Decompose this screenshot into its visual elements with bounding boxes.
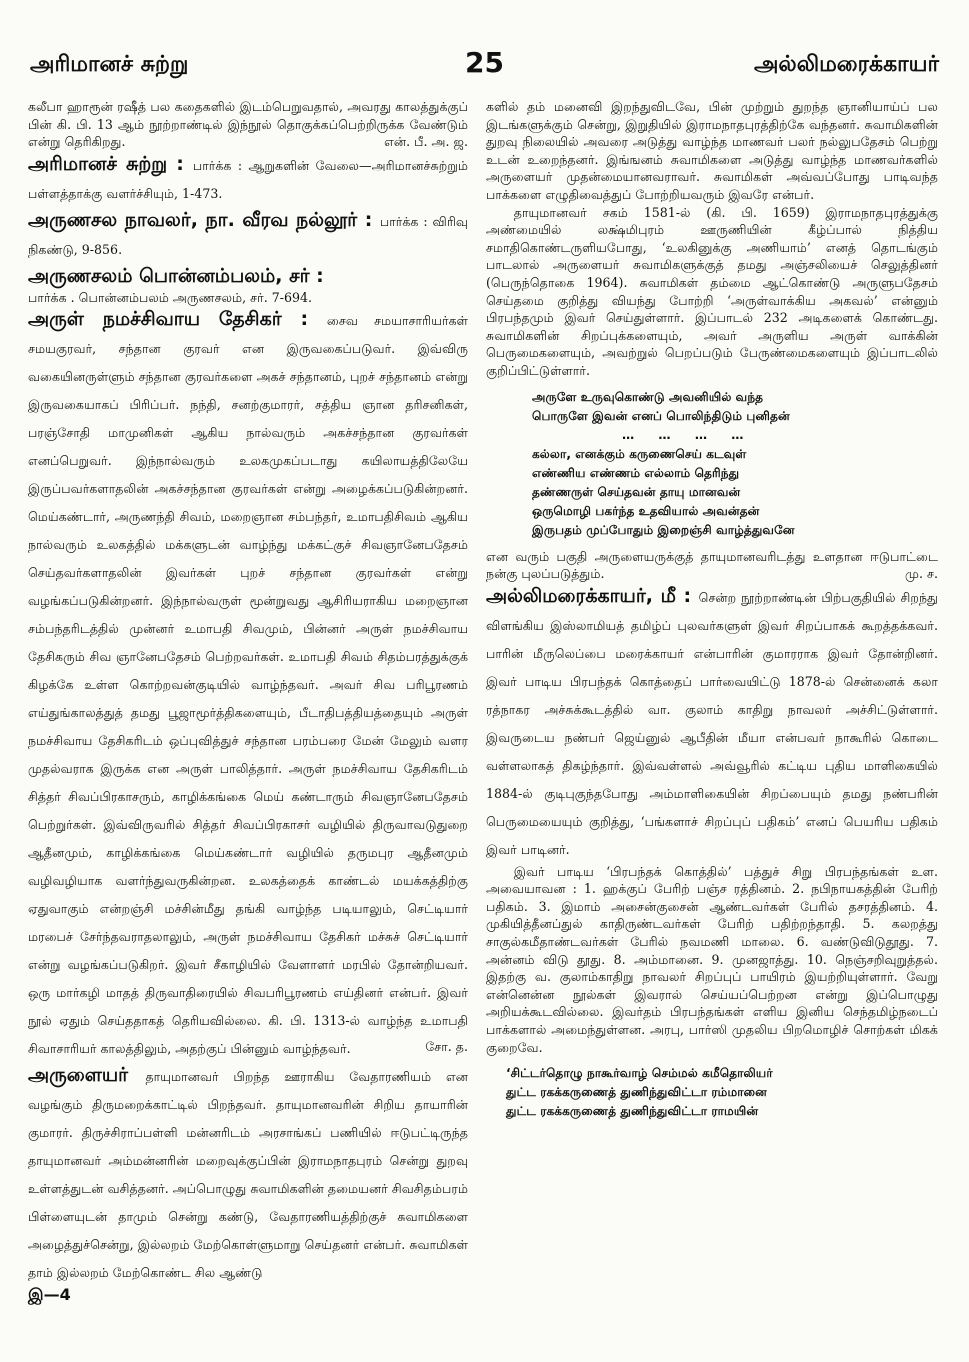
- running-head-left: அரிமானச் சுற்று: [30, 52, 189, 77]
- page-header: [30, 46, 939, 92]
- verse-line: பொருளே இவன் எனப் பொலிந்திடும் புனிதன்: [532, 408, 790, 423]
- author-initials: சோ. த.: [425, 1039, 468, 1055]
- entry-heading: [28, 1062, 468, 1286]
- verse-line: எண்ணிய எண்ணம் எல்லாம் தெரிந்து: [532, 465, 740, 480]
- signature-mark: இ—4: [28, 1285, 71, 1305]
- entry-heading: [486, 583, 938, 863]
- verse-quote: [532, 388, 938, 540]
- verse-line: அருளே உருவுகொண்டு அவனியில் வந்த: [532, 389, 764, 404]
- paragraph: [28, 98, 468, 151]
- entry-title: அல்லிமரைக்காயர், மீ :: [486, 584, 692, 607]
- author-initials: என். பீ. அ. ஜ.: [384, 134, 468, 150]
- entry-title: அருணசலம் பொன்னம்பலம், சர் :: [28, 264, 324, 287]
- verse-line: ஒருமொழி பகர்ந்த உதவியால் அவன்தன்: [532, 503, 760, 518]
- verse-line: தண்ணருள் செய்தவன் தாயு மானவன்: [532, 484, 741, 499]
- entry-reference: பார்க்க . பொன்னம்பலம் அருணசலம், சர். 7-694.: [28, 289, 313, 305]
- verse-line: துட்ட ரகக்கருணைத் துணிந்துவிட்டா ராமயின்: [506, 1104, 759, 1119]
- right-column: [486, 98, 938, 1129]
- entry-heading: [28, 263, 468, 289]
- ellipsis-line: … … … …: [622, 427, 754, 442]
- verse-line: இருபதம் முப்போதும் இறைஞ்சி வாழ்த்துவனே: [532, 522, 795, 537]
- entry-heading: [28, 207, 468, 263]
- entry-body: சைவ சமயாசாரியர்கள் சமயகுரவர், சந்தான குரவர் என இருவகைப்படுவர். இவ்விரு வகையினருள்ளும் சந்தான குரவர்களை அகச் சந்தானம், புறச் சந்தானம் என்று இருவகையாகப் பிரிப்பர். நந்தி, சனற்குமாரர், சத்திய ஞான தரிசனிகள், பரஞ்சோதி மாமுனிகள் ஆகிய நால்வரும் அகச்சந்தான குரவர்கள் எனப்பெறுவர். இந்நால்வரும் உலகமுகப்படாது கயிலாயத்திலேயே இருப்பவர்களாதலின் அகச்சந்தான குரவர்கள் என்று அழைக்கப்படுகின்றனர். மெய்கண்டார், அருணந்தி சிவம், மறைஞான சம்பந்தர், உமாபதிசிவம் ஆகிய நால்வரும் உலகத்தில் மக்களுடன் வாழ்ந்து மக்கட்குச் சிவஞானேபதேசம் செய்தவர்களாதலின் இவர்கள் புறச் சந்தான குரவர்கள் என்று வழங்கப்படுகின்றனர். இந்நால்வருள் மூன்றுவது ஆசிரியராகிய மறைஞான சம்பந்தரிடத்தில் முன்னர் உமாபதி சிவமும், பின்னர் அருள் நமச்சிவாய தேசிகரும் சிவ ஞானேபதேசம் பெற்றவர்கள். உமாபதி சிவம் சிதம்பரத்துக்குக் கிழக்கே உள்ள கொற்றவன்குடியில் வாழ்ந்தவர். அவர் சிவ பரிபூரணம் எய்துங்காலத்துத் தமது பூஜாமூர்த்திகளையும், பீடாதிபத்தியத்தையும் அருள் நமச்சிவாய தேசிகரிடம் ஒப்புவித்துச் சந்தான பரம்பரை மேன் மேலும் வளர முதல்வராக இருக்க என அருள் பாலித்தார். அருள் நமச்சிவாய தேசிகரிடம் சித்தர் சிவப்பிரகாசரும், காழிக்கங்கை மெய் கண்டாரும் சிவஞானேபதேசம் பெற்றுர்கள். இவ்விருவரில் சித்தர் சிவப்பிரகாசர் வழியில் திருவாவடுதுறை ஆதீனமும், காழிக்கங்கை மெய்கண்டார் வழியில் தருமபுர ஆதீனமும் வழிவழியாக வளர்ந்துவருகின்றன. உலகத்தைக் காண்டல் மயக்கத்திற்கு ஏதுவாகும் என்றஞ்சி மச்சின்மீது தங்கி வாழ்ந்த படியாலும், செட்டியார் மரபைச் சேர்ந்தவராதலாலும், அருள் நமச்சிவாய தேசிகர் மச்சுச் செட்டியார் என்று வழங்கப்படுகிறர். இவர் சீகாழியில் வேளாளர் மரபில் தோன்றியவர். ஒரு மார்கழி மாதத் திருவாதிரையில் சிவபரிபூரணம் எய்தினர் என்பர். இவர் நூல் ஏதும் செய்ததாகத் தெரியவில்லை. கி. பி. 1313-ல் வாழ்ந்த உமாபதி சிவாசாரியர் காலத்திலும், அதற்குப் பின்னும் வாழ்ந்தவர்.: [28, 313, 468, 1057]
- entry-title: அருள் நமச்சிவாய தேசிகர் :: [28, 308, 309, 331]
- verse-line: துட்ட ரகக்கருணைத் துணிந்துவிட்டா ரம்மானை: [506, 1085, 768, 1100]
- paragraph-text: என வரும் பகுதி அருளையருக்குத் தாயுமானவரிடத்து உளதான ஈடுபாட்டை நன்கு புலப்படுத்தும்.: [486, 548, 938, 582]
- author-initials: மு. ச.: [905, 566, 938, 582]
- entry-body: தாயுமானவர் பிறந்த ஊராகிய வேதாரணியம் என வழங்கும் திருமறைக்காட்டில் பிறந்தவர். தாயுமானவரின் சிறிய தாயாரின் குமாரர். திருச்சிராப்பள்ளி மன்னரிடம் அரசாங்கப் பணியில் ஈடுபட்டிருந்த தாயுமானவர் அம்மன்னரின் மறைவுக்குப்பின் இராமநாதபுரம் சென்று துறவு உள்ளத்துடன் வசித்தனர். அப்பொழுது சுவாமிகளின் தமையனர் சிவசிதம்பரம் பிள்ளையுடன் தாமும் சென்று கண்டு, வேதாரணியத்திற்குச் சுவாமிகளை அழைத்துச்சென்று, இல்லறம் மேற்கொள்ளுமாறு செய்தனர் என்பர். சுவாமிகள் தாம் இல்லறம் மேற்கொண்ட சில ஆண்டு: [28, 1069, 468, 1281]
- entry-heading: [28, 306, 468, 1062]
- paragraph: தாயுமானவர் சகம் 1581-ல் (கி. பி. 1659) இராமநாதபுரத்துக்கு அண்மையில் லக்ஷ்மிபுரம் ஊருணியின் கீழ்ப்பால் நித்திய சமாதிகொண்டருளியபோது, ‘உலகினுக்கு அணியாம்’ எனத் தொடங்கும் பாடலால் அருளையர் சுவாமிகளுக்குத் தமது அஞ்சலியைச் செலுத்தினர் (பெருந்தொகை 1964). சுவாமிகள் தம்மை ஆட்கொண்டு அருளுபதேசம் செய்தமை குறித்து வியந்து போற்றி ‘அருள்வாக்கிய அகவல்’ என்னும் பிரபந்தமும் இவர் செய்துள்ளார். இப்பாடல் 232 அடிகளைக் கொண்டது. சுவாமிகளின் சிறப்புக்களையும், அவர் அருளிய அருள் வாக்கின் பெருமைகளையும், அவற்றுல் பெறப்படும் பேருண்மைகளையும் இப்பாடலில் குறிப்பிட்டுள்ளார்.: [486, 204, 938, 378]
- page-number: 25: [465, 46, 504, 79]
- entry-body: சென்ற நூற்றாண்டின் பிற்பகுதியில் சிறந்து விளங்கிய இஸ்லாமியத் தமிழ்ப் புலவர்களுள் இவர் சிறப்பாகக் கூறத்தக்கவர். பாரின் மீருலெப்பை மரைக்காயர் என்பாரின் குமாரராக இவர் தோன்றினர். இவர் பாடிய பிரபந்தக் கொத்தைப் பார்வையிட்டு 1878-ல் சென்னைக் கலா ரத்நாகர அச்சுக்கூடத்தில் வா. குலாம் காதிறு நாவலர் அச்சிட்டுள்ளார். இவருடைய நண்பர் ஜெய்னுல் ஆபீதின் மீயா என்பவர் நாகூரில் கொடை வள்ளலாகத் திகழ்ந்தார். இவ்வள்ளல் அவ்வூரில் கட்டிய புதிய மாளிகையில் 1884-ல் குடிபுகுந்தபோது அம்மாளிகையின் சிறப்பையும் தமது நண்பரின் பெருமையையும் குறித்து, ‘பங்களாச் சிறப்புப் பதிகம்’ எனப் பெயரிய பதிகம் இவர் பாடினர்.: [486, 589, 938, 857]
- verse-line: ‘சிட்டர்தொழு நாகூர்வாழ் செம்மல் கமீதொலியர்: [506, 1066, 773, 1081]
- paragraph: [486, 548, 938, 583]
- entry-heading: [28, 151, 468, 207]
- entry-title: அரிமானச் சுற்று :: [28, 152, 184, 175]
- entry-reference: பார்க்க : விரிவு நிகண்டு, 9-856.: [28, 213, 468, 257]
- entry-title: அருணசல நாவலர், நா. வீரவ நல்லூர் :: [28, 208, 373, 231]
- entry-reference: பார்க்க : ஆறுகளின் வேலை—அரிமானச்சுற்றும் பள்ளத்தாக்கு வளர்ச்சியும், 1-473.: [28, 157, 468, 201]
- paragraph-text: கலீபா ஹாரூன் ரஷீத் பல கதைகளில் இடம்பெறுவதால், அவரது காலத்துக்குப் பின் கி. பி. 13 ஆம் நூற்றாண்டில் இந்நூல் தொகுக்கப்பெற்றிருக்க வேண்டும் என்று தெரிகிறது.: [28, 99, 468, 150]
- paragraph: களில் தம் மனைவி இறந்துவிடவே, பின் முற்றும் துறந்த ஞானியாய்ப் பல இடங்களுக்கும் சென்று, இறுதியில் இராமநாதபுரத்திற்கே வந்தனர். சுவாமிகளின் துறவு நிலையில் அவரை அடுத்து வாழ்ந்த மாணவர் பலர் நல்லுபதேசம் பெற்று உடன் உறைந்தனர். இங்ஙனம் சுவாமிகளை அடுத்து வாழ்ந்த மாணவர்களில் அருளையர் முதன்மையானவராவர். சுவாமிகள் அவ்வப்போது பாடிவந்த பாக்களை எழுதிவைத்துப் போற்றியவரும் இவரே என்பர்.: [486, 99, 938, 202]
- running-head-right: அல்லிமரைக்காயர்: [753, 52, 939, 77]
- paragraph: இவர் பாடிய ‘பிரபந்தக் கொத்தில்’ பத்துச் சிறு பிரபந்தங்கள் உள. அவையாவன : 1. ஹக்குப் பேரிற் பஞ்ச ரத்தினம். 2. நபிநாயகத்தின் பேரிற் பதிகம். 3. இமாம் அசைன்குசைன் ஆண்டவர்கள் பேரில் தசரத்தினம். 4. முகியித்தீனப்துல் காதிருண்டவர்கள் பேரிற் பதிற்றந்தாதி. 5. கலறத்து சாகுல்கமீதாண்டவர்கள் பேரில் நவமணி மாலை. 6. வண்டுவிடுதூது. 7. அன்னம் விடு தூது. 8. அம்மானை. 9. முனஜாத்து. 10. நெஞ்சறிவுறுத்தல். இதற்கு வ. குலாம்காதிறு நாவலர் சிறப்புப் பாயிரம் இயற்றியுள்ளார். வேறு என்னென்ன நூல்கள் இவரால் செய்யப்பெற்றன என்று இப்பொழுது அறியக்கூடவில்லை. இவர்தம் பிரபந்தங்கள் எளிய இனிய செந்தமிழ்நடைப் பாக்களால் அமைந்துள்ளன. அரபு, பார்ஸி முதலிய பிறமொழிச் சொற்கள் மிகக் குறைவே.: [486, 863, 938, 1055]
- verse-quote: [506, 1064, 938, 1121]
- left-column: [28, 98, 468, 1304]
- verse-line: கல்லா, எனக்கும் கருணைசெய் கடவுள்: [532, 446, 747, 461]
- entry-title: அருளையர்: [28, 1064, 129, 1087]
